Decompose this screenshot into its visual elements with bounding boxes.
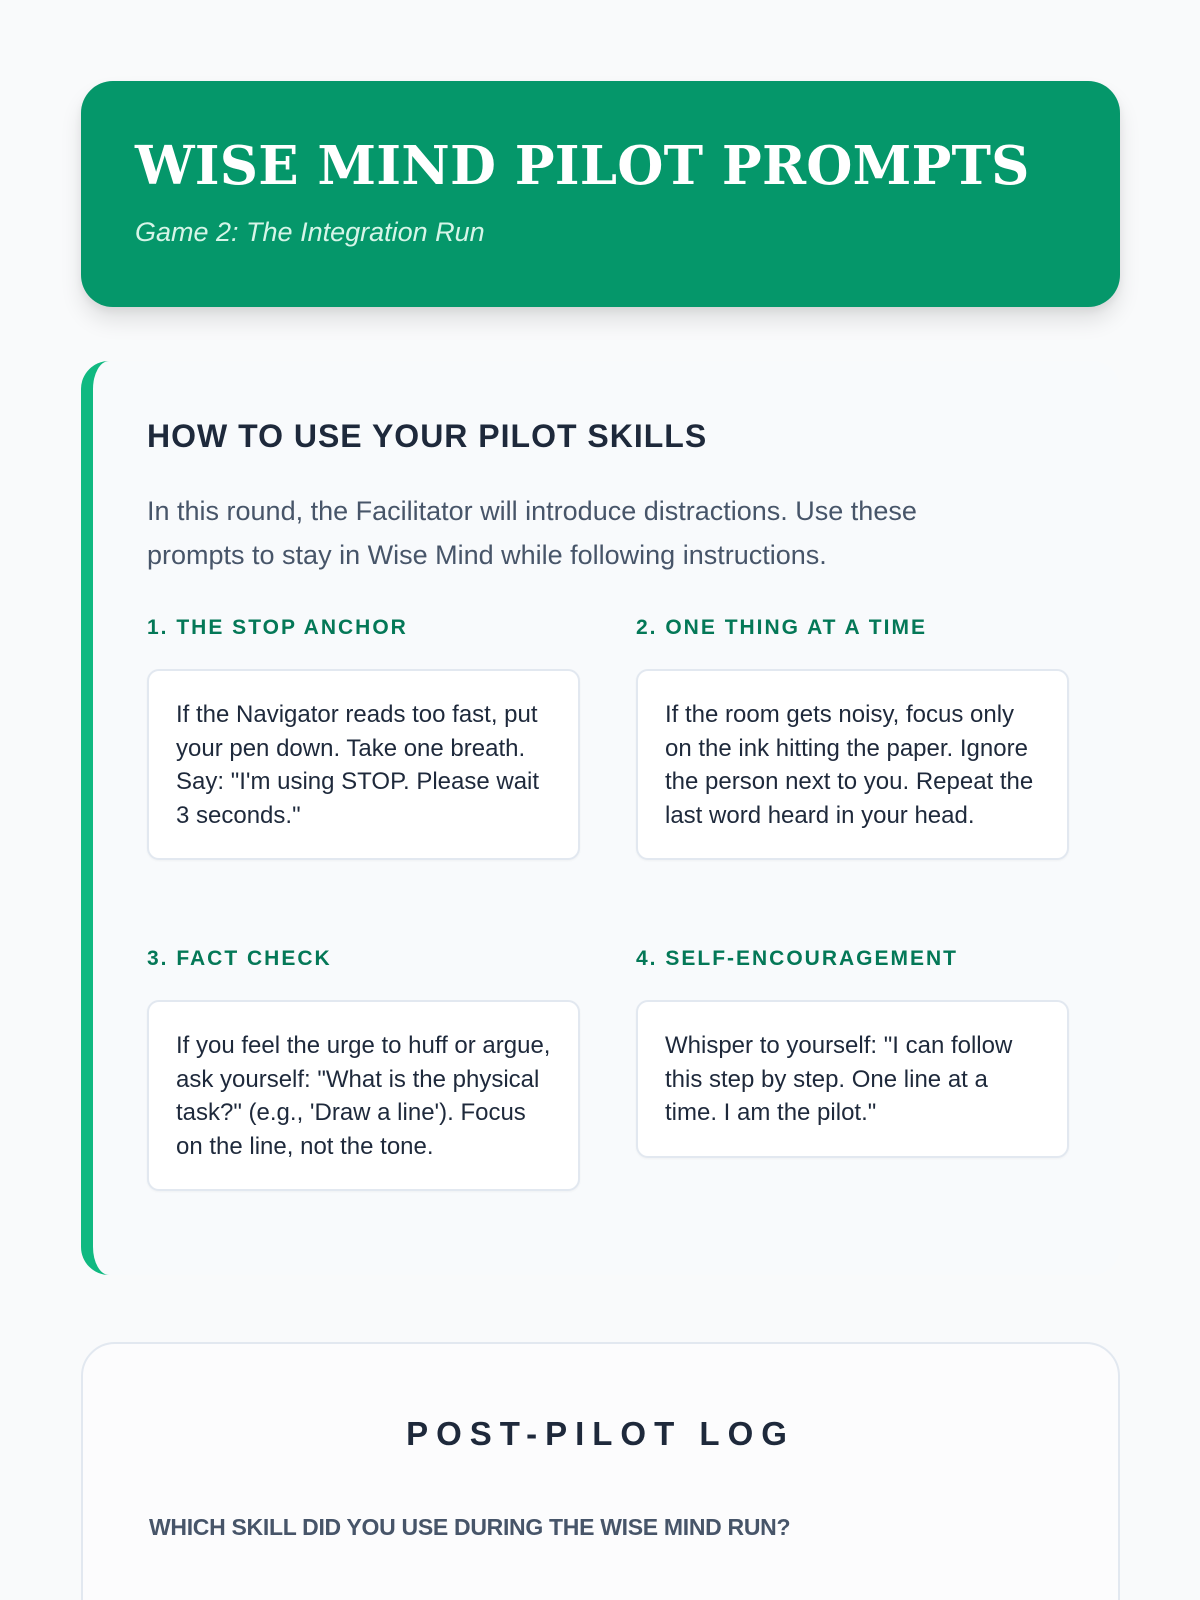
skill-stop-anchor: [147, 615, 580, 860]
skills-heading: HOW TO USE YOUR PILOT SKILLS: [147, 418, 708, 454]
skill-card: If the room gets noisy, focus only on the ink hitting the paper. Ignore the person next to you. Repeat the last word heard in your head.: [636, 669, 1069, 860]
skill-label: 4. SELF-ENCOURAGEMENT: [636, 947, 959, 970]
skill-one-thing-at-a-time: [636, 615, 1069, 860]
log-question: WHICH SKILL DID YOU USE DURING THE WISE MIND RUN?: [149, 1514, 791, 1540]
skill-card: If you feel the urge to huff or argue, ask yourself: "What is the physical task?" (e.g., 'Draw a line'). Focus on the line, not the tone.: [147, 1000, 580, 1191]
skill-label: 3. FACT CHECK: [147, 947, 332, 970]
skills-intro: In this round, the Facilitator will introduce distractions. Use these prompts to stay in Wise Mind while following instructions.: [147, 496, 917, 570]
skill-label: 1. THE STOP ANCHOR: [147, 616, 408, 639]
log-heading: POST-PILOT LOG: [406, 1415, 795, 1452]
skill-self-encouragement: [636, 946, 1069, 1158]
skill-card: If the Navigator reads too fast, put your pen down. Take one breath. Say: "I'm using STOP. Please wait 3 seconds.": [147, 669, 580, 860]
skill-fact-check: [147, 946, 580, 1191]
page-subtitle: Game 2: The Integration Run: [135, 217, 485, 247]
page-title: WISE MIND PILOT PROMPTS: [135, 135, 1030, 197]
header-banner: [81, 81, 1120, 307]
post-pilot-log: [81, 1342, 1120, 1600]
skill-card: Whisper to yourself: "I can follow this step by step. One line at a time. I am the pilot.": [636, 1000, 1069, 1158]
pilot-skills-section: [81, 361, 1120, 1275]
skill-label: 2. ONE THING AT A TIME: [636, 616, 927, 639]
